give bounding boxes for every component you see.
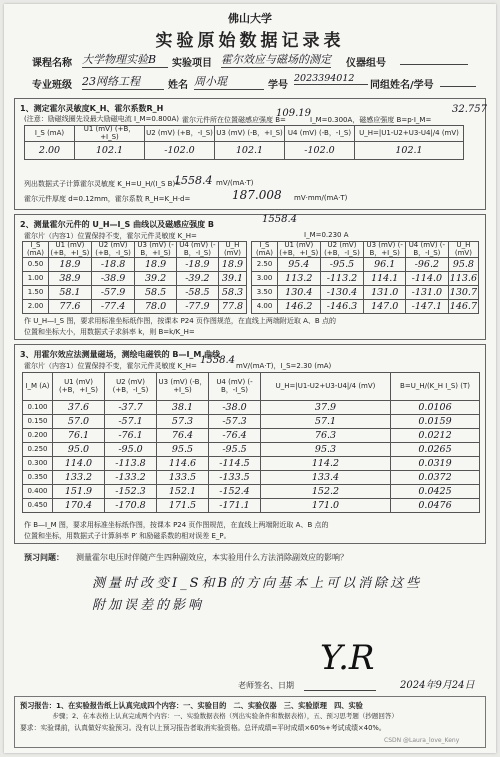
sec3-hcell: U4 (mV) (-B，-I_S) — [209, 373, 261, 401]
sec3-cell: 76.4 — [157, 429, 209, 443]
partner-label: 同组姓名/学号 — [370, 80, 434, 91]
sec2-cell: 18.9 — [219, 258, 247, 272]
sec2-cell: 39.1 — [219, 272, 247, 286]
class-value: 23网络工程 — [82, 73, 164, 90]
signature-line — [304, 690, 376, 691]
sec2-cell: 1.00 — [23, 272, 49, 286]
id-label: 学号 — [268, 80, 288, 91]
sec3-cell: 0.0425 — [391, 485, 480, 499]
sec3-hcell: B=U_H/(K_H I_S) (T) — [391, 373, 480, 401]
sec2-cell: -18.9 — [176, 258, 218, 272]
sec3-cell: 0.0212 — [391, 429, 480, 443]
sec3-cell: 57.0 — [53, 415, 105, 429]
sec3-cell: 57.1 — [261, 415, 391, 429]
sec3-cell: 0.400 — [23, 485, 53, 499]
table-row — [252, 300, 479, 314]
sec3-cell: 171.0 — [261, 499, 391, 513]
page-title: 实验原始数据记录表 — [155, 31, 345, 51]
sec3-cell: 152.1 — [157, 485, 209, 499]
university-name: 佛山大学 — [228, 12, 272, 25]
sec3-cell: -152.4 — [209, 485, 261, 499]
sec2-cell: -77.9 — [176, 300, 218, 314]
sec1-hcell: U4 (mV) (-B，-I_S) — [285, 126, 355, 142]
sec2-cell: 146.2 — [278, 300, 321, 314]
table-row — [23, 429, 480, 443]
sec3-kh-value: 1558.4 — [200, 355, 235, 366]
sec2-right-table — [251, 241, 479, 314]
table-row — [23, 499, 480, 513]
instrument-label: 仪器组号 — [346, 58, 386, 69]
sec1-rh-unit: mV·mm/(mA·T) — [294, 194, 348, 202]
sec1-cell: -102.0 — [285, 142, 355, 160]
sec3-cell: -152.3 — [105, 485, 157, 499]
sec1-cell: 2.00 — [25, 142, 75, 160]
sec3-hcell: I_M (A) — [23, 373, 53, 401]
sec1-hcell: U1 (mV) (+B，+I_S) — [75, 126, 145, 142]
sec2-hcell: U_H (mV) — [448, 242, 478, 258]
sec2-hcell: I_S (mA) — [252, 242, 278, 258]
sec2-cell: -113.2 — [320, 272, 364, 286]
name-value: 周小琨 — [194, 73, 264, 90]
sec1-rh-label: 霍尔元件厚度 d=0.12mm，霍尔系数 R_H=K_H·d= — [24, 195, 191, 203]
sec3-cell: -57.1 — [105, 415, 157, 429]
sec2-cell: 2.50 — [252, 258, 278, 272]
sec2-cell: 113.2 — [278, 272, 321, 286]
sec3-cell: 57.3 — [157, 415, 209, 429]
sec2-cell: -38.9 — [91, 272, 135, 286]
sec2-cell: 3.00 — [252, 272, 278, 286]
sec2-right-header-row — [252, 242, 479, 258]
sec1-note: (注意：励磁线圈先设最大励磁电流 I_M=0.800A) — [24, 115, 179, 123]
sec1-b-value: 109.19 — [276, 108, 311, 119]
sec1-hcell: U3 (mV) (-B，+I_S) — [215, 126, 285, 142]
answer-line-1: 测量时改变I_S和B的方向基本上可以消除这些 — [92, 576, 423, 591]
sec3-cell: -76.4 — [209, 429, 261, 443]
sec1-cell: 102.1 — [215, 142, 285, 160]
course-value: 大学物理实验B — [82, 51, 168, 68]
sec3-cell: -133.2 — [105, 471, 157, 485]
sec3-cell: 37.9 — [261, 401, 391, 415]
sec3-cell: 133.5 — [157, 471, 209, 485]
sec2-kh-value: 1558.4 — [262, 214, 297, 225]
sec2-cell: 4.00 — [252, 300, 278, 314]
sec3-cell: 0.0265 — [391, 443, 480, 457]
sec3-cell: 151.9 — [53, 485, 105, 499]
sec3-cell: 0.0319 — [391, 457, 480, 471]
question-label: 预习问题： — [24, 553, 64, 562]
sec2-graph-note: 作 U_H—I_S 图，要求用标准坐标纸作图，按课本 P24 页作图规范，在直线上两端附近取 A、B 点的 — [24, 317, 336, 325]
sec2-hcell: U3 (mV) (-B，+I_S) — [364, 242, 406, 258]
sec1-hcell: U2 (mV) (+B，-I_S) — [145, 126, 215, 142]
sec3-hcell: U1 (mV) (+B，+I_S) — [53, 373, 105, 401]
table-row — [252, 258, 479, 272]
sec3-cell: 95.5 — [157, 443, 209, 457]
sec1-b2-value: 32.757 — [452, 104, 487, 115]
question-text: 测量霍尔电压时伴随产生四种副效应，本实验用什么方法消除副效应的影响？ — [76, 553, 348, 562]
teacher-signature: Y.R — [320, 638, 375, 678]
course-label: 课程名称 — [32, 58, 72, 69]
sec3-cell: -114.5 — [209, 457, 261, 471]
sec3-cell: -95.5 — [209, 443, 261, 457]
sec3-cell: 114.2 — [261, 457, 391, 471]
sec3-header-row — [23, 373, 480, 401]
sec2-pos-note: 霍尔片（内容1）位置保持不变，霍尔元件灵敏度 K_H= — [24, 232, 197, 240]
sec3-cell: -76.1 — [105, 429, 157, 443]
table-row — [23, 457, 480, 471]
sec1-header-row — [25, 126, 464, 142]
sec3-cell: 170.4 — [53, 499, 105, 513]
sec3-cell: 38.1 — [157, 401, 209, 415]
sec3-cell: 95.0 — [53, 443, 105, 457]
sec2-hcell: U2 (mV) (+B，-I_S) — [91, 242, 135, 258]
project-label: 实验项目 — [172, 58, 212, 69]
partner-field — [440, 86, 476, 87]
sec2-cell: 3.50 — [252, 286, 278, 300]
sec3-cell: -37.7 — [105, 401, 157, 415]
sec3-cell: -113.8 — [105, 457, 157, 471]
table-row — [25, 142, 464, 160]
table-row — [252, 286, 479, 300]
sec2-cell: 0.50 — [23, 258, 49, 272]
sec2-cell: 77.6 — [49, 300, 92, 314]
sec3-cell: -38.0 — [209, 401, 261, 415]
sec1-title: 1、测定霍尔灵敏度K_H、霍尔系数R_H — [20, 104, 164, 113]
sec3-cell: 0.350 — [23, 471, 53, 485]
sec2-cell: 130.7 — [449, 287, 477, 299]
sec3-cell: -95.0 — [105, 443, 157, 457]
sec2-cell: -95.5 — [320, 258, 364, 272]
sec2-cell: -77.4 — [91, 300, 135, 314]
answer-line-2: 附加误差的影响 — [92, 598, 205, 613]
sec3-cell: 0.0159 — [391, 415, 480, 429]
sec2-cell: 38.9 — [49, 272, 92, 286]
sec2-cell: -58.5 — [176, 286, 218, 300]
sec3-cell: 114.0 — [53, 457, 105, 471]
instrument-field — [400, 64, 468, 65]
table-row — [23, 443, 480, 457]
sec3-cell: 0.150 — [23, 415, 53, 429]
sec1-hcell: I_S (mA) — [25, 126, 75, 142]
sec3-cell: 0.300 — [23, 457, 53, 471]
sec2-hcell: I_S (mA) — [23, 242, 49, 258]
sec3-cell: 0.0476 — [391, 499, 480, 513]
sec3-is-note: mV/(mA·T)，I_S=2.30 (mA) — [236, 362, 332, 370]
sec2-cell: 78.0 — [135, 300, 176, 314]
sec1-cell: 102.1 — [355, 142, 464, 160]
sec1-b-label: 霍尔元件所在位置磁感应强度 B= — [182, 116, 286, 124]
sec2-im-note: I_M=0.230 A — [304, 231, 349, 239]
sec1-kh-value: 1558.4 — [174, 174, 213, 187]
sec3-table — [22, 372, 480, 513]
class-label: 专业班级 — [32, 80, 72, 91]
sec2-hcell: U4 (mV) (-B，-I_S) — [405, 242, 448, 258]
sec2-hcell: U4 (mV) (-B，-I_S) — [176, 242, 218, 258]
sec2-cell: 58.5 — [135, 286, 176, 300]
footer-line-2: 步骤；2、在本表格上认真完成两个内容：一、实验数据表格（列出实验条件和数据表格），五、预习思考题（抄题回答） — [20, 712, 398, 720]
sec3-cell: 133.2 — [53, 471, 105, 485]
sec1-rh-value: 187.008 — [232, 188, 282, 202]
sec3-graph-note: 作 B—I_M 图，要求用标准坐标纸作图，按课本 P24 页作图规范，在直线上两端附近取 A、B 点的 — [24, 521, 329, 529]
signature-label: 老师签名、日期 — [238, 681, 294, 690]
sec2-cell: -57.9 — [91, 286, 135, 300]
sec2-cell: 131.0 — [364, 286, 406, 300]
sec2-cell: -114.0 — [405, 272, 448, 286]
watermark: CSDN @Laura_love_Keny — [384, 737, 460, 744]
sec3-hcell: U3 (mV) (-B，+I_S) — [157, 373, 209, 401]
sec3-cell: 114.6 — [157, 457, 209, 471]
sec1-table — [24, 125, 464, 160]
sec3-cell: 0.450 — [23, 499, 53, 513]
sec2-cell: 18.9 — [49, 258, 92, 272]
sec3-cell: 152.2 — [261, 485, 391, 499]
sec2-cell: -131.0 — [405, 286, 448, 300]
project-value: 霍尔效应与磁场的测定 — [221, 53, 331, 66]
sec3-cell: 0.200 — [23, 429, 53, 443]
sec3-cell: 0.0106 — [391, 401, 480, 415]
sec2-cell: 95.4 — [278, 258, 321, 272]
signature-date: 2024年9月24日 — [400, 680, 475, 691]
table-row — [23, 286, 247, 300]
table-row — [23, 471, 480, 485]
name-label: 姓名 — [168, 80, 188, 91]
sec1-kh-label: 列出数据式子计算霍尔灵敏度 K_H=U_H/(I_S B)= — [24, 180, 182, 188]
sec3-cell: 0.0372 — [391, 471, 480, 485]
sec3-cell: 37.6 — [53, 401, 105, 415]
sec2-cell: 58.3 — [219, 286, 247, 300]
table-row — [23, 415, 480, 429]
footer-line-1: 预习报告：1、在实验报告纸上认真完成四个内容：一、实验目的 二、实验仪器 三、实验原理 四、实验 — [20, 701, 363, 710]
sec2-cell: -18.8 — [91, 258, 135, 272]
sec3-cell: 171.5 — [157, 499, 209, 513]
sec2-hcell: U_H (mV) — [219, 242, 247, 258]
sec3-cell: -170.8 — [105, 499, 157, 513]
sec3-cell: 0.250 — [23, 443, 53, 457]
sec3-cell: 76.1 — [53, 429, 105, 443]
sec2-cell: 146.7 — [449, 301, 477, 313]
sec2-hcell: U3 (mV) (-B，+I_S) — [135, 242, 176, 258]
sec2-cell: 147.0 — [364, 300, 406, 314]
table-row — [252, 272, 479, 286]
sec2-cell: 39.2 — [135, 272, 176, 286]
sec3-hcell: U2 (mV) (+B，-I_S) — [105, 373, 157, 401]
sec2-cell: 58.1 — [49, 286, 92, 300]
sec3-cell: 95.3 — [261, 443, 391, 457]
table-row — [23, 401, 480, 415]
sec2-hcell: U2 (mV) (+B，-I_S) — [320, 242, 364, 258]
sec2-cell: -147.1 — [405, 300, 448, 314]
sec3-pos-note: 霍尔片（内容1）位置保持不变，霍尔元件灵敏度 K_H= — [24, 362, 197, 370]
sec2-title: 2、测量霍尔元件的 U_H—I_S 曲线以及磁感应强度 B — [20, 220, 214, 229]
sec2-cell: -130.4 — [320, 286, 364, 300]
sec2-cell: -96.2 — [405, 258, 448, 272]
sec2-cell: 95.8 — [448, 258, 478, 272]
sec3-cell: -57.3 — [209, 415, 261, 429]
sec3-title: 3、用霍尔效应法测量磁场，测绘电磁铁的 B—I_M 曲线 — [20, 350, 221, 359]
table-row — [23, 258, 247, 272]
sec1-im-note: I_M=0.300A，磁感应强度 B=p·I_M= — [310, 116, 432, 124]
sec3-cell: 0.100 — [23, 401, 53, 415]
id-value: 2023394012 — [294, 73, 368, 85]
sec3-hcell: U_H=|U1-U2+U3-U4|/4 (mV) — [261, 373, 391, 401]
sec3-cell: -171.1 — [209, 499, 261, 513]
sec3-graph-note2: 位置和坐标，用数据式子计算斜率 P′ 和励磁系数的相对误差 E_P。 — [24, 532, 231, 540]
sec3-cell: 133.4 — [261, 471, 391, 485]
sec2-cell: 114.1 — [364, 272, 406, 286]
sec2-cell: 18.9 — [135, 258, 176, 272]
sec2-left-header-row — [23, 242, 247, 258]
sec2-hcell: U1 (mV) (+B，+I_S) — [279, 241, 319, 257]
sec2-cell: -39.2 — [176, 272, 218, 286]
sec2-cell: 113.6 — [449, 273, 477, 285]
sec2-left-table — [22, 241, 247, 314]
sec2-hcell: U1 (mV) (+B，+I_S) — [50, 241, 90, 257]
footer-line-3: 要求：实验课前，认真做好实验预习。没有以上预习报告者取消实验资格。总评成绩=平时成绩×60%+考试成绩×40%。 — [20, 724, 386, 732]
sec1-hcell: U_H=|U1-U2+U3-U4|/4 (mV) — [355, 126, 464, 142]
sec2-cell: 2.00 — [23, 300, 49, 314]
sec3-cell: 76.3 — [261, 429, 391, 443]
table-row — [23, 272, 247, 286]
sec1-cell: 102.1 — [75, 142, 145, 160]
sec2-cell: -146.3 — [320, 300, 364, 314]
sec2-cell: 1.50 — [23, 286, 49, 300]
sec2-graph-note2: 位置和坐标大小，用数据式子求斜率 k，则 B=k/K_H= — [24, 328, 195, 336]
sec1-kh-unit: mV/(mA·T) — [216, 179, 254, 187]
sec1-cell: -102.0 — [145, 142, 215, 160]
record-sheet — [4, 4, 496, 753]
sec2-cell: 130.4 — [278, 286, 321, 300]
table-row — [23, 300, 247, 314]
table-row — [23, 485, 480, 499]
sec3-cell: -133.5 — [209, 471, 261, 485]
sec2-cell: 96.1 — [364, 258, 406, 272]
sec2-cell: 77.8 — [219, 300, 247, 314]
